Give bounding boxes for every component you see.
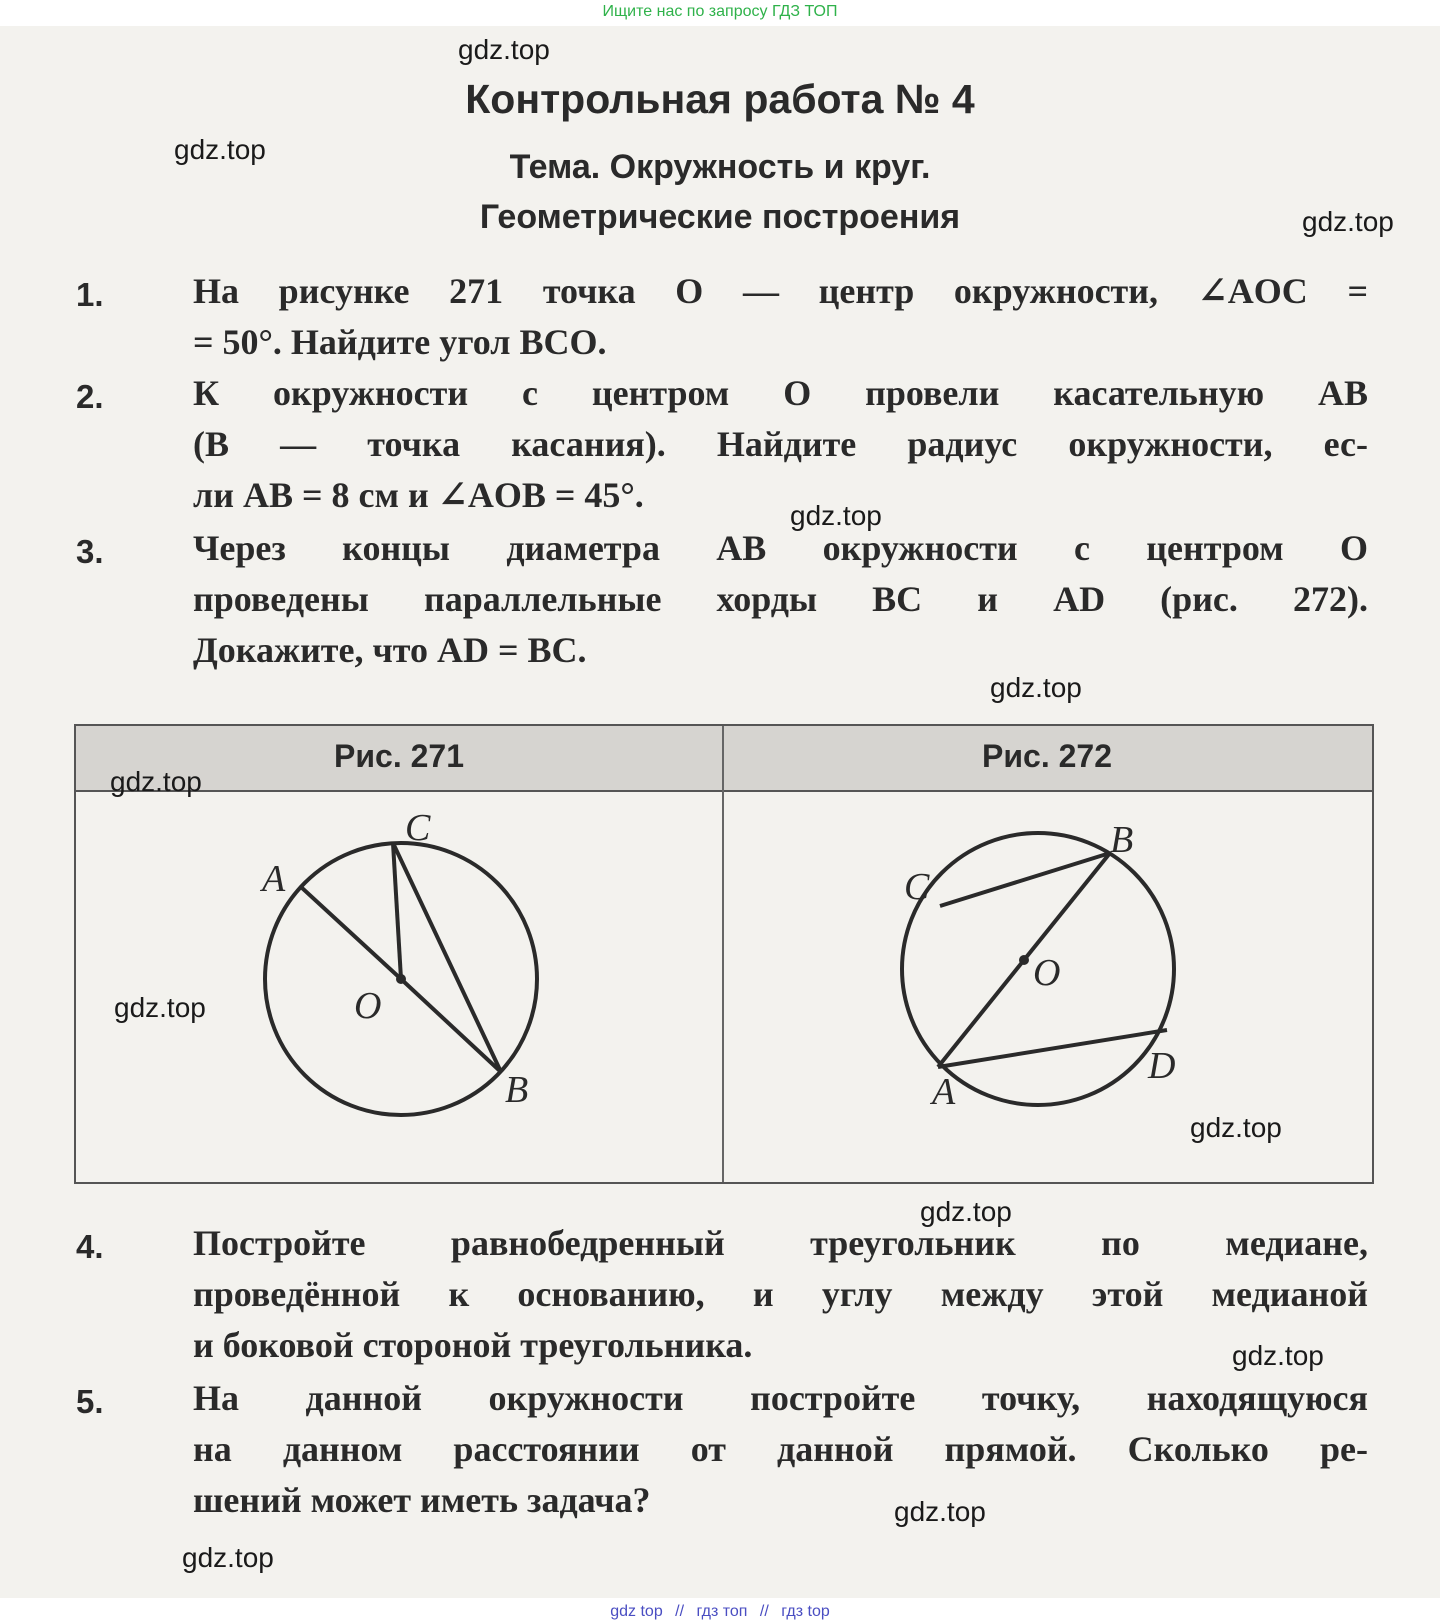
task-number: 2. xyxy=(76,378,104,415)
point-label-O: O xyxy=(354,985,382,1027)
task-text xyxy=(193,266,1368,368)
task-line: Через концы диаметра AB окружности с центром O xyxy=(193,528,1368,568)
point-label-A: A xyxy=(262,858,286,900)
watermark: gdz.top xyxy=(1232,1340,1324,1371)
figures-table xyxy=(74,724,1374,1184)
chord-AD xyxy=(938,1030,1167,1067)
task-line: проведённой к основанию, и углу между этой медианой xyxy=(193,1274,1368,1314)
point-label-O: O xyxy=(1033,952,1061,994)
task-line: К окружности с центром O провели касательную AB xyxy=(193,373,1368,413)
task-line: и боковой стороной треугольника. xyxy=(193,1325,753,1365)
watermark: gdz.top xyxy=(458,34,550,65)
task-number: 3. xyxy=(76,533,104,570)
separator: // xyxy=(759,1603,769,1620)
bottom-links xyxy=(0,1600,1440,1623)
chord-CB xyxy=(393,843,501,1072)
figure-271-diagram xyxy=(76,792,722,1180)
task-line: На рисунке 271 точка O — центр окружности, ∠AOC = xyxy=(193,271,1368,311)
watermark: gdz.top xyxy=(920,1196,1012,1227)
task-line: Докажите, что AD = BC. xyxy=(193,630,587,670)
topic-line-1: Тема. Окружность и круг. xyxy=(509,148,931,186)
task-line: (B — точка касания). Найдите радиус окружности, ес- xyxy=(193,424,1368,464)
task-line: шений может иметь задача? xyxy=(193,1480,651,1520)
chord-CB xyxy=(940,853,1110,906)
watermark: gdz.top xyxy=(1190,1112,1282,1143)
task-text xyxy=(193,368,1368,521)
task-number: 1. xyxy=(76,276,104,313)
task-line: На данной окружности постройте точку, находящуюся xyxy=(193,1378,1368,1418)
watermark: gdz.top xyxy=(174,134,266,165)
radius-OA xyxy=(301,887,401,979)
watermark: gdz.top xyxy=(990,672,1082,703)
watermark: gdz.top xyxy=(790,500,882,531)
task-line: = 50°. Найдите угол BCO. xyxy=(193,322,607,362)
bottom-link[interactable]: gdz top xyxy=(610,1603,663,1620)
task-text xyxy=(193,523,1368,676)
center-dot-271 xyxy=(396,974,406,984)
watermark: gdz.top xyxy=(182,1542,274,1573)
figure-271-label: Рис. 271 xyxy=(334,738,464,774)
point-label-D: D xyxy=(1148,1045,1176,1087)
bottom-link[interactable]: гдз топ xyxy=(696,1603,748,1620)
bottom-link[interactable]: гдз top xyxy=(781,1603,830,1620)
watermark: gdz.top xyxy=(110,766,202,797)
page-title: Контрольная работа № 4 xyxy=(465,76,975,122)
point-label-A: A xyxy=(932,1071,956,1113)
point-label-B: B xyxy=(1110,819,1134,861)
watermark: gdz.top xyxy=(894,1496,986,1527)
task-text xyxy=(193,1373,1368,1526)
top-banner[interactable]: Ищите нас по запросу ГДЗ ТОП xyxy=(602,3,838,20)
watermark: gdz.top xyxy=(1302,206,1394,237)
point-label-B: B xyxy=(505,1069,529,1111)
center-dot-272 xyxy=(1019,955,1029,965)
task-text xyxy=(193,1218,1368,1371)
point-label-C: C xyxy=(405,807,431,849)
task-line: на данном расстоянии от данной прямой. Сколько ре- xyxy=(193,1429,1368,1469)
point-label-C: C xyxy=(904,866,930,908)
task-number: 5. xyxy=(76,1383,104,1420)
task-line: ли AB = 8 см и ∠AOB = 45°. xyxy=(193,475,644,515)
topic-line-2: Геометрические построения xyxy=(479,198,961,236)
radius-OC xyxy=(393,843,401,979)
watermark: gdz.top xyxy=(114,992,206,1023)
figure-272-label: Рис. 272 xyxy=(982,738,1112,774)
task-line: Постройте равнобедренный треугольник по медиане, xyxy=(193,1223,1368,1263)
radius-OB xyxy=(401,979,501,1072)
separator: // xyxy=(675,1603,685,1620)
task-number: 4. xyxy=(76,1228,104,1265)
task-line: проведены параллельные хорды BC и AD (рис. 272). xyxy=(193,579,1368,619)
